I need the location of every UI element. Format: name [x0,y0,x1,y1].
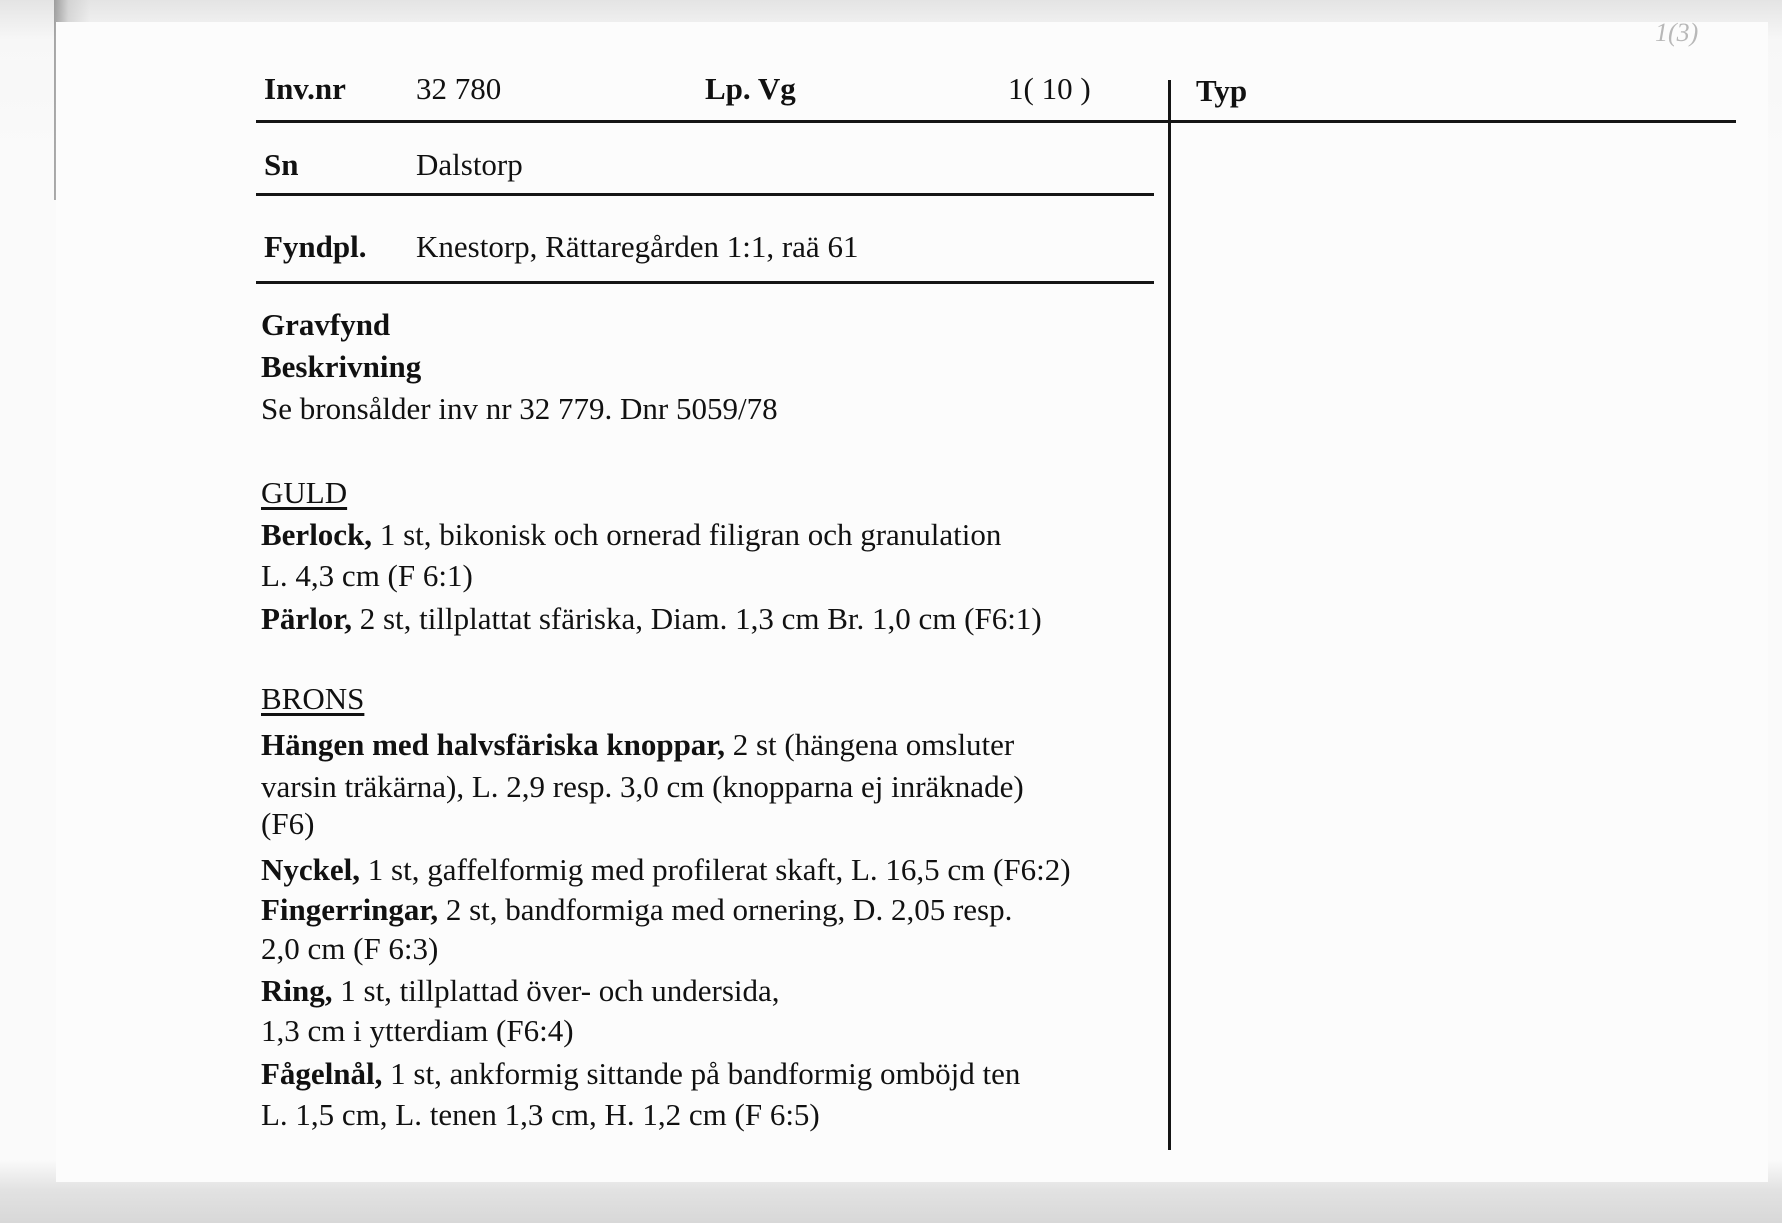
item-desc: 1 st, tillplattad över- och undersida, [332,973,780,1008]
item-desc: 2,0 cm (F 6:3) [261,931,439,966]
brons-item [261,726,1014,764]
guld-heading: GULD [261,475,348,510]
item-name: Fingerringar, [261,892,439,927]
socken-value: Dalstorp [416,147,523,182]
item-desc: 1 st, ankformig sittande på bandformig omböjd ten [382,1056,1021,1091]
header-rule [256,120,1736,123]
item-desc: 2 st (hängena omsluter [724,727,1015,762]
guld-item [261,557,473,595]
socken-label: Sn [264,147,299,182]
item-name: Berlock, [261,517,373,552]
brons-item [261,972,780,1010]
item-desc: L. 1,5 cm, L. tenen 1,3 cm, H. 1,2 cm (F 6:5) [261,1097,820,1132]
item-desc: 2 st, bandformiga med ornering, D. 2,05 resp. [438,892,1013,927]
description-heading: Beskrivning [261,349,422,384]
item-name: Fågelnål, [261,1056,383,1091]
brons-heading: BRONS [261,681,365,716]
item-name: Pärlor, [261,601,352,636]
page-count: 1( 10 ) [1008,71,1091,106]
inv-nr-label: Inv.nr [264,71,346,106]
fyndplats-label: Fyndpl. [264,229,367,264]
item-desc: 1 st, bikonisk och ornerad filigran och granulation [372,517,1002,552]
brons-item [261,851,1071,889]
brons-item [261,930,438,968]
typ-label: Typ [1196,73,1248,108]
pencil-page-note: 1(3) [1655,18,1699,47]
guld-item [261,516,1001,554]
item-name: Ring, [261,973,333,1008]
lp-vg-label: Lp. Vg [705,71,796,106]
item-name: Nyckel, [261,852,361,887]
item-name: Hängen med halvsfäriska knoppar, [261,727,725,762]
reference-line: Se bronsålder inv nr 32 779. Dnr 5059/78 [261,391,778,426]
brons-item [261,1012,574,1050]
brons-item [261,768,1024,806]
fyndplats-rule [256,281,1154,284]
column-divider [1168,80,1171,1150]
brons-item [261,891,1012,929]
item-desc: 2 st, tillplattat sfäriska, Diam. 1,3 cm Br. 1,0 cm (F6:1) [351,601,1042,636]
item-desc: 1,3 cm i ytterdiam (F6:4) [261,1013,574,1048]
inv-nr-value: 32 780 [416,71,502,106]
item-desc: L. 4,3 cm (F 6:1) [261,558,473,593]
brons-item [261,1096,820,1134]
item-desc: (F6) [261,806,315,841]
brons-item [261,1055,1020,1093]
find-category: Gravfynd [261,307,391,342]
socken-rule [256,193,1154,196]
item-desc: 1 st, gaffelformig med profilerat skaft, L. 16,5 cm (F6:2) [360,852,1071,887]
fyndplats-value: Knestorp, Rättaregården 1:1, raä 61 [416,229,859,264]
item-desc: varsin träkärna), L. 2,9 resp. 3,0 cm (knopparna ej inräknade) [261,769,1024,804]
brons-item [261,805,314,843]
guld-item [261,600,1042,638]
